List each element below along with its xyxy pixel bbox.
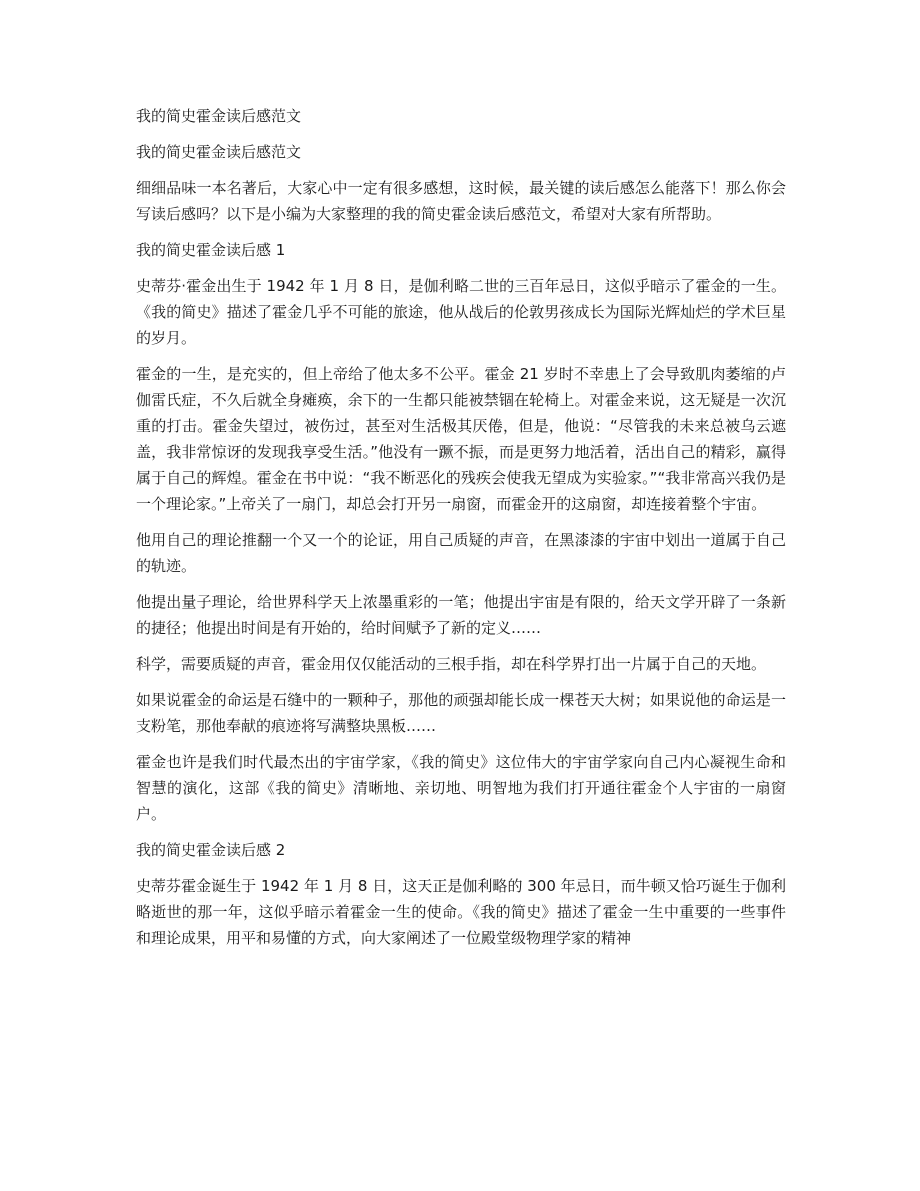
paragraph: 如果说霍金的命运是石缝中的一颗种子，那他的顽强却能长成一棵苍天大树；如果说他的命运是一支粉笔，那他奉献的痕迹将写满整块黑板……	[136, 691, 786, 735]
intro-paragraph: 细细品味一本名著后，大家心中一定有很多感想，这时候，最关键的读后感怎么能落下！那么你会写读后感吗？以下是小编为大家整理的我的简史霍金读后感范文，希望对大家有所帮助。	[136, 179, 786, 223]
paragraph: 霍金的一生，是充实的，但上帝给了他太多不公平。霍金 21 岁时不幸患上了会导致肌肉萎缩的卢伽雷氏症，不久后就全身瘫痪，余下的一生都只能被禁锢在轮椅上。对霍金来说，这无疑是一次沉重的打击。霍金失望过，被伤过，甚至对生活极其厌倦，但是，他说：“尽管我的未来总被乌云遮盖，我非常惊讶的发现我享受生活。”他没有一蹶不振，而是更努力地活着，活出自己的精彩，赢得属于自己的辉煌。霍金在书中说：“我不断恶化的残疾会使我无望成为实验家。”“我非常高兴我仍是一个理论家。”上帝关了一扇门，却总会打开另一扇窗，而霍金开的这扇窗，却连接着整个宇宙。	[136, 365, 786, 513]
paragraph: 他提出量子理论，给世界科学天上浓墨重彩的一笔；他提出宇宙是有限的，给天文学开辟了一条新的捷径；他提出时间是有开始的，给时间赋予了新的定义……	[136, 593, 786, 637]
document-subtitle: 我的简史霍金读后感范文	[136, 143, 302, 161]
section-heading: 我的简史霍金读后感 1	[136, 241, 286, 259]
paragraph: 科学，需要质疑的声音，霍金用仅仅能活动的三根手指，却在科学界打出一片属于自己的天地。	[136, 655, 767, 673]
section-heading: 我的简史霍金读后感 2	[136, 841, 286, 859]
paragraph: 他用自己的理论推翻一个又一个的论证，用自己质疑的声音，在黑漆漆的宇宙中划出一道属于自己的轨迹。	[136, 531, 786, 575]
paragraph: 史蒂芬·霍金出生于 1942 年 1 月 8 日，是伽利略二世的三百年忌日，这似乎暗示了霍金的一生。《我的简史》描述了霍金几乎不可能的旅途，他从战后的伦敦男孩成长为国际光辉灿烂的学术巨星的岁月。	[136, 277, 786, 347]
paragraph: 史蒂芬霍金诞生于 1942 年 1 月 8 日，这天正是伽利略的 300 年忌日，而牛顿又恰巧诞生于伽利略逝世的那一年，这似乎暗示着霍金一生的使命。《我的简史》描述了霍金一生中重要的一些事件和理论成果，用平和易懂的方式，向大家阐述了一位殿堂级物理学家的精神	[136, 877, 786, 947]
document-title: 我的简史霍金读后感范文	[136, 107, 302, 125]
document-page	[136, 103, 786, 961]
paragraph: 霍金也许是我们时代最杰出的宇宙学家，《我的简史》这位伟大的宇宙学家向自己内心凝视生命和智慧的演化，这部《我的简史》清晰地、亲切地、明智地为我们打开通往霍金个人宇宙的一扇窗户。	[136, 753, 786, 823]
